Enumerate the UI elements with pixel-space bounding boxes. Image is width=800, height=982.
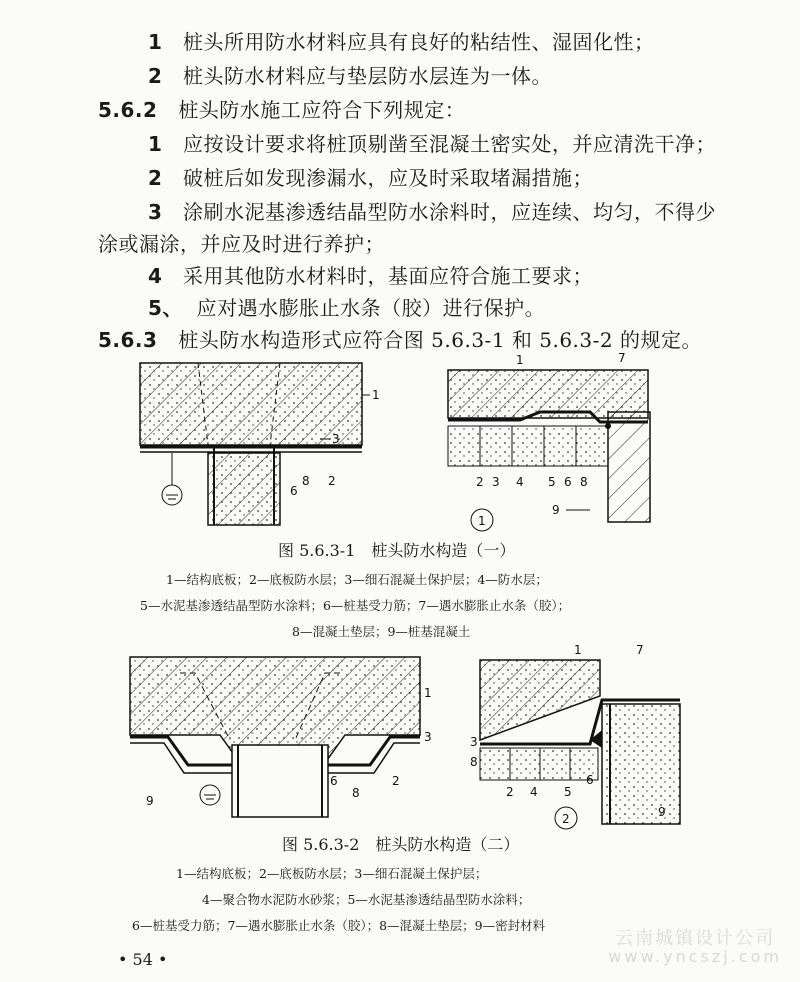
clause-line-6 [148, 264, 593, 288]
figure2-left-label-8: 8 [352, 786, 360, 800]
figure2-left-label-6: 6 [330, 774, 338, 788]
figure2-left-drawing [120, 645, 430, 825]
figure1-caption: 图 5.6.3-1 桩头防水构造（一） [278, 541, 516, 560]
figure1-left-label-1: 1 [372, 388, 380, 402]
figure1-right-label-5: 5 [548, 475, 556, 489]
figure2-detail-mark: 2 [562, 812, 570, 826]
clause-text: 采用其他防水材料时，基面应符合施工要求； [183, 264, 593, 288]
figure1-right-label-9: 9 [552, 503, 560, 517]
watermark-company: 云南城镇设计公司 [615, 928, 776, 949]
clause-line-7 [148, 296, 545, 320]
clause-text: 涂或漏涂，并应及时进行养护； [98, 232, 385, 256]
figure2-right-label-3: 3 [470, 735, 478, 749]
figure1-left-label-3: 3 [332, 432, 340, 446]
clause-line-5 [148, 200, 716, 224]
section-text: 桩头防水施工应符合下列规定： [178, 98, 466, 122]
watermark-url: www.yncszj.com [608, 947, 782, 966]
figure1-right-label-1: 1 [516, 353, 524, 367]
figure1-detail-mark: 1 [478, 514, 486, 528]
section-5-6-3 [98, 328, 702, 352]
figure2-caption: 图 5.6.3-2 桩头防水构造（二） [282, 835, 520, 854]
figure2-right-label-7: 7 [636, 643, 644, 657]
figure1-right-label-8: 8 [580, 475, 588, 489]
figure1-legend-line-1: 1—结构底板；2—底板防水层；3—细石混凝土保护层；4—防水层； [166, 572, 548, 587]
figure2-right-label-6: 6 [586, 773, 594, 787]
clause-line-3 [148, 132, 716, 156]
figure2-left-label-3: 3 [424, 730, 432, 744]
clause-text: 桩头防水材料应与垫层防水层连为一体。 [183, 64, 552, 88]
figure1-right-label-2: 2 [476, 475, 484, 489]
clause-text: 桩头所用防水材料应具有良好的粘结性、湿固化性； [183, 30, 655, 54]
section-number: 5.6.2 [98, 98, 158, 122]
figure2-left-label-1: 1 [424, 686, 432, 700]
figure2-left-label-9: 9 [146, 794, 154, 808]
clause-line-2 [148, 64, 552, 88]
figure1-legend-line-3: 8—混凝土垫层；9—桩基混凝土 [292, 624, 471, 639]
clause-line-1 [148, 30, 655, 54]
clause-number: 5、 [148, 296, 183, 320]
page-number: • 54 • [118, 950, 168, 969]
figure1-right-drawing [440, 350, 670, 528]
figure2-right-label-4: 4 [530, 785, 538, 799]
section-number: 5.6.3 [98, 328, 158, 352]
clause-line-4 [148, 166, 593, 190]
figure1-left-label-2: 2 [328, 474, 336, 488]
figure1-legend-line-2: 5—水泥基渗透结晶型防水涂料；6—桩基受力筋；7—遇水膨胀止水条（胶）； [140, 598, 571, 613]
figure2-legend-line-2: 4—聚合物水泥防水砂浆；5—水泥基渗透结晶型防水涂料； [202, 892, 531, 907]
figure1-left-drawing [130, 355, 390, 530]
figure2-right-label-2: 2 [506, 785, 514, 799]
figure2-right-label-5: 5 [564, 785, 572, 799]
figure2-right-label-1: 1 [574, 643, 582, 657]
section-text: 桩头防水构造形式应符合图 5.6.3-1 和 5.6.3-2 的规定。 [178, 328, 702, 352]
figure2-left-label-2: 2 [392, 774, 400, 788]
figure2-legend-line-3: 6—桩基受力筋；7—遇水膨胀止水条（胶）；8—混凝土垫层；9—密封材料 [132, 918, 546, 933]
clause-text: 破桩后如发现渗漏水，应及时采取堵漏措施； [183, 166, 593, 190]
clause-text: 涂刷水泥基渗透结晶型防水涂料时，应连续、均匀，不得少 [183, 200, 716, 224]
figure2-right-drawing [470, 640, 690, 830]
figure1-left-label-8: 8 [302, 474, 310, 488]
figure2-legend-line-1: 1—结构底板；2—底板防水层；3—细石混凝土保护层； [176, 866, 488, 881]
figure1-right-label-6: 6 [564, 475, 572, 489]
figure1-right-label-3: 3 [492, 475, 500, 489]
figure2-right-label-9: 9 [658, 805, 666, 819]
clause-number: 2 [148, 166, 163, 190]
clause-number: 2 [148, 64, 163, 88]
clause-text: 应按设计要求将桩顶剔凿至混凝土密实处，并应清洗干净； [183, 132, 716, 156]
clause-number: 1 [148, 132, 163, 156]
clause-number: 4 [148, 264, 163, 288]
section-5-6-2 [98, 98, 465, 122]
figure1-left-label-6: 6 [290, 484, 298, 498]
figure1-right-label-7: 7 [618, 351, 626, 365]
clause-text: 应对遇水膨胀止水条（胶）进行保护。 [196, 296, 546, 320]
figure2-right-label-8: 8 [470, 755, 478, 769]
clause-number: 3 [148, 200, 163, 224]
figure1-right-label-4: 4 [516, 475, 524, 489]
clause-number: 1 [148, 30, 163, 54]
watermark [608, 930, 782, 966]
clause-line-5-continued [98, 232, 385, 256]
